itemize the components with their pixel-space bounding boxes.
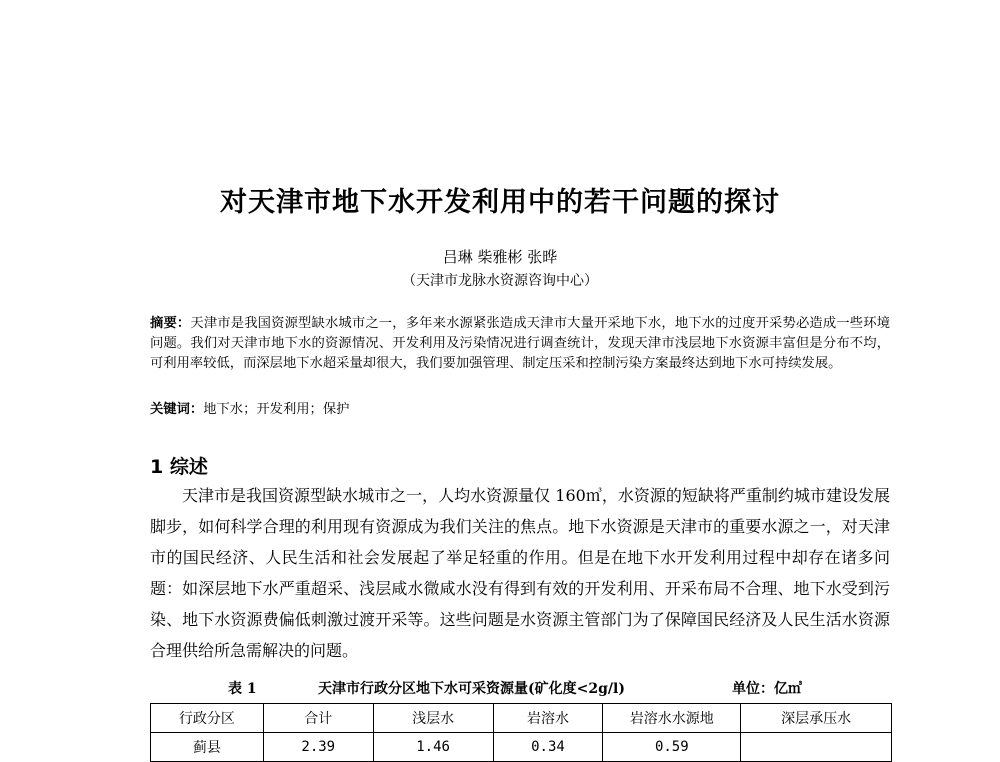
keywords-label: 关键词： (150, 402, 204, 417)
header-shallow: 浅层水 (373, 704, 493, 733)
table-header-row (151, 704, 892, 733)
cell-deep-confined (741, 733, 892, 762)
cell-total: 2.39 (263, 733, 373, 762)
table-title: 天津市行政分区地下水可采资源量(矿化度<2g/l) (318, 681, 625, 697)
header-deep-confined: 深层承压水 (741, 704, 892, 733)
abstract (150, 314, 890, 374)
keywords (150, 400, 890, 420)
header-total: 合计 (263, 704, 373, 733)
table-number: 表 1 (228, 681, 257, 697)
abstract-label: 摘要： (150, 316, 191, 331)
cell-karst-source: 0.59 (603, 733, 741, 762)
resource-table (150, 703, 892, 762)
affiliation: （天津市龙脉水资源咨询中心） (402, 273, 598, 289)
table-caption (150, 678, 890, 698)
section-heading: 1 综述 (150, 456, 208, 478)
keywords-text: 地下水；开发利用；保护 (203, 402, 350, 417)
table-row (151, 733, 892, 762)
cell-district: 蓟县 (151, 733, 264, 762)
cell-shallow: 1.46 (373, 733, 493, 762)
abstract-text: 天津市是我国资源型缺水城市之一，多年来水源紧张造成天津市大量开采地下水，地下水的过度开采势必造成一些环境问题。我们对天津市地下水的资源情况、开发利用及污染情况进行调查统计，发现天津市浅层地下水资源丰富但是分布不均，可利用率较低，而深层地下水超采量却很大，我们要加强管理、制定压采和控制污染方案最终达到地下水可持续发展。 (150, 316, 891, 371)
header-karst-source: 岩溶水水源地 (603, 704, 741, 733)
header-district: 行政分区 (151, 704, 264, 733)
table-unit: 单位：亿㎥ (732, 681, 802, 697)
paper-title: 对天津市地下水开发利用中的若干问题的探讨 (220, 187, 780, 218)
authors: 吕琳 柴雅彬 张晔 (442, 248, 558, 266)
body-paragraph: 天津市是我国资源型缺水城市之一，人均水资源量仅 160㎥，水资源的短缺将严重制约城市建设发展脚步，如何科学合理的利用现有资源成为我们关注的焦点。地下水资源是天津市的重要水源之一，对天津市的国民经济、人民生活和社会发展起了举足轻重的作用。但是在地下水开发利用过程中却存在诸多问题：如深层地下水严重超采、浅层咸水微咸水没有得到有效的开发利用、开采布局不合理、地下水受到污染、地下水资源费偏低刺激过渡开采等。这些问题是水资源主管部门为了保障国民经济及人民生活水资源合理供给所急需解决的问题。 (150, 486, 890, 660)
header-karst: 岩溶水 (493, 704, 603, 733)
cell-karst: 0.34 (493, 733, 603, 762)
